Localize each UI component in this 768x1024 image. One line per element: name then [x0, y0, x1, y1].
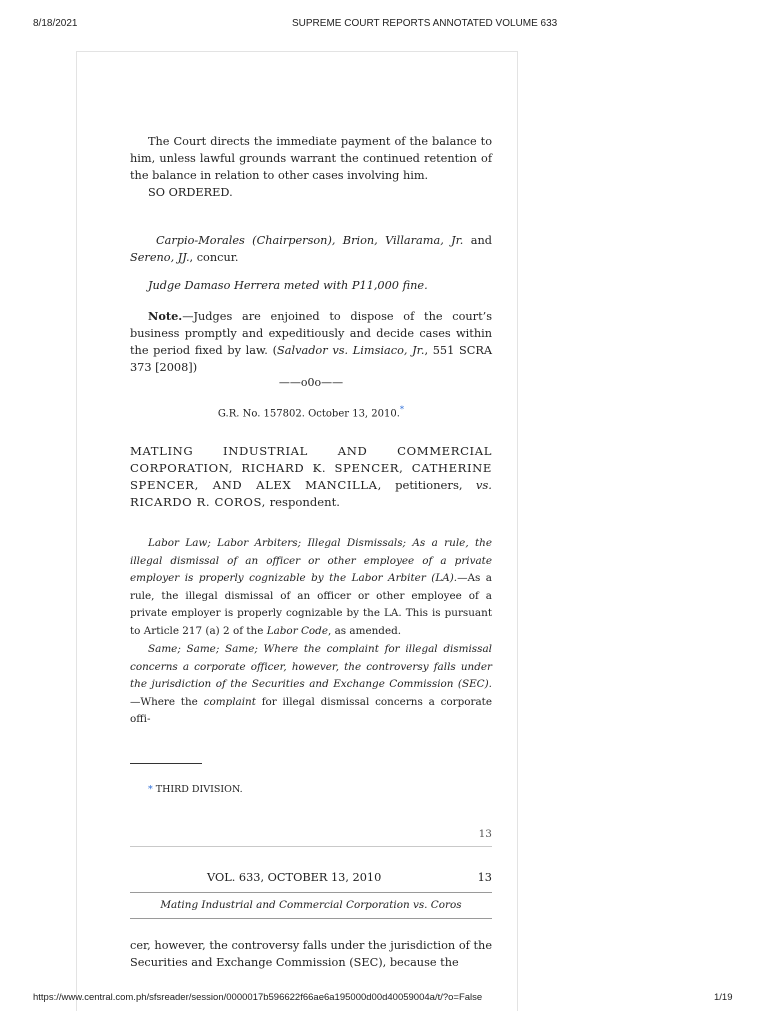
respondent: respondent.: [265, 495, 340, 509]
so-ordered: SO ORDERED.: [148, 186, 233, 199]
concurrence: [130, 232, 492, 266]
gr-line: G.R. No. 157802. October 13, 2010.: [217, 408, 400, 420]
petitioners: petitioners,: [381, 478, 476, 492]
syl1-text: —As a rule, the illegal dismissal of an officer or other employee of a private employer is properly cognizable by the LA. This is pursuant to Article 217 (a) 2 of the: [130, 572, 492, 637]
syl1-code: Labor Code: [266, 624, 328, 637]
syl2-text: —Where the: [130, 695, 204, 708]
continued-block: [130, 937, 492, 971]
print-title: SUPREME COURT REPORTS ANNOTATED VOLUME 633: [292, 18, 558, 29]
judge-line-block: [130, 277, 492, 294]
footer-page: 1/19: [714, 992, 733, 1003]
footnote-text: THIRD DIVISION.: [152, 784, 243, 795]
running-page: 13: [477, 871, 492, 884]
para1: The Court directs the immediate payment of the balance to him, unless lawful grounds warrant the continued retention of the balance in relation to other cases involving him.: [130, 135, 492, 182]
concur-sereno: Sereno, JJ.: [130, 251, 190, 264]
print-date: 8/18/2021: [33, 18, 78, 29]
running-title: Mating Industrial and Commercial Corporation vs. Coros: [160, 899, 462, 911]
running-rule-bottom: [130, 918, 492, 919]
running-vol: VOL. 633, OCTOBER 13, 2010: [207, 871, 382, 884]
concur-and: and: [470, 234, 492, 247]
syl1-italic: Labor Law; Labor Arbiters; Illegal Dismissals; As a rule, the illegal dismissal of an officer or other employee of a private employer is properly cognizable by the Labor Arbiter (LA).: [130, 537, 492, 585]
gr-line-block: [130, 404, 492, 419]
para-directive: [130, 133, 492, 201]
syl2-italic: Same; Same; Same; Where the complaint for illegal dismissal concerns a corporate officer, however, the controversy falls under the jurisdiction of the Securities and Exchange Commission (SEC).: [130, 643, 492, 691]
syllabus-1: [130, 535, 492, 641]
vs: vs.: [475, 478, 492, 492]
running-rule-top: [130, 892, 492, 893]
continued-text: cer, however, the controversy falls under the jurisdiction of the Securities and Exchange Commission (SEC), because the: [130, 939, 492, 969]
note-label: Note.: [148, 309, 183, 323]
concur-justices: Carpio-Morales (Chairperson), Brion, Villarama, Jr.: [156, 234, 464, 247]
running-title-block: [130, 899, 492, 911]
syl1-end: , as amended.: [327, 624, 402, 637]
page-break-rule: [130, 846, 492, 847]
respondent-caps: RICARDO R. COROS,: [130, 495, 266, 509]
footnote-rule: [130, 763, 202, 764]
judge-line: Judge Damaso Herrera meted with P11,000 fine.: [148, 279, 428, 292]
note-case: Salvador vs. Limsiaco, Jr.: [277, 344, 425, 357]
note-text: —Judges are enjoined to dispose of the court’s business promptly and expeditiously and decide cases within the period fixed by law. (: [130, 310, 492, 357]
concur-end: , concur.: [189, 251, 239, 264]
separator: ——o0o——: [278, 376, 344, 389]
note-block: [130, 308, 492, 376]
footnote: [130, 784, 492, 795]
syl2-end: for illegal dismissal concerns a corporate offi-: [130, 695, 493, 726]
parties-block: [130, 443, 492, 511]
footer-url[interactable]: https://www.central.com.ph/sfsreader/session/0000017b596622f66ae6a195000d00d40059004a/t/?o=False: [33, 992, 483, 1003]
syl2-complaint: complaint: [203, 695, 256, 708]
gr-footnote-link[interactable]: *: [399, 404, 405, 414]
syllabus-2: [130, 641, 492, 729]
footnote-marker[interactable]: *: [148, 784, 153, 795]
page-number: 13: [478, 828, 492, 840]
note-cite: , 551 SCRA 373 [2008]): [130, 344, 493, 374]
parties-caps: MATLING INDUSTRIAL AND COMMERCIAL CORPORATION, RICHARD K. SPENCER, CATHERINE SPENCER, AND ALEX MANCILLA,: [130, 444, 492, 492]
